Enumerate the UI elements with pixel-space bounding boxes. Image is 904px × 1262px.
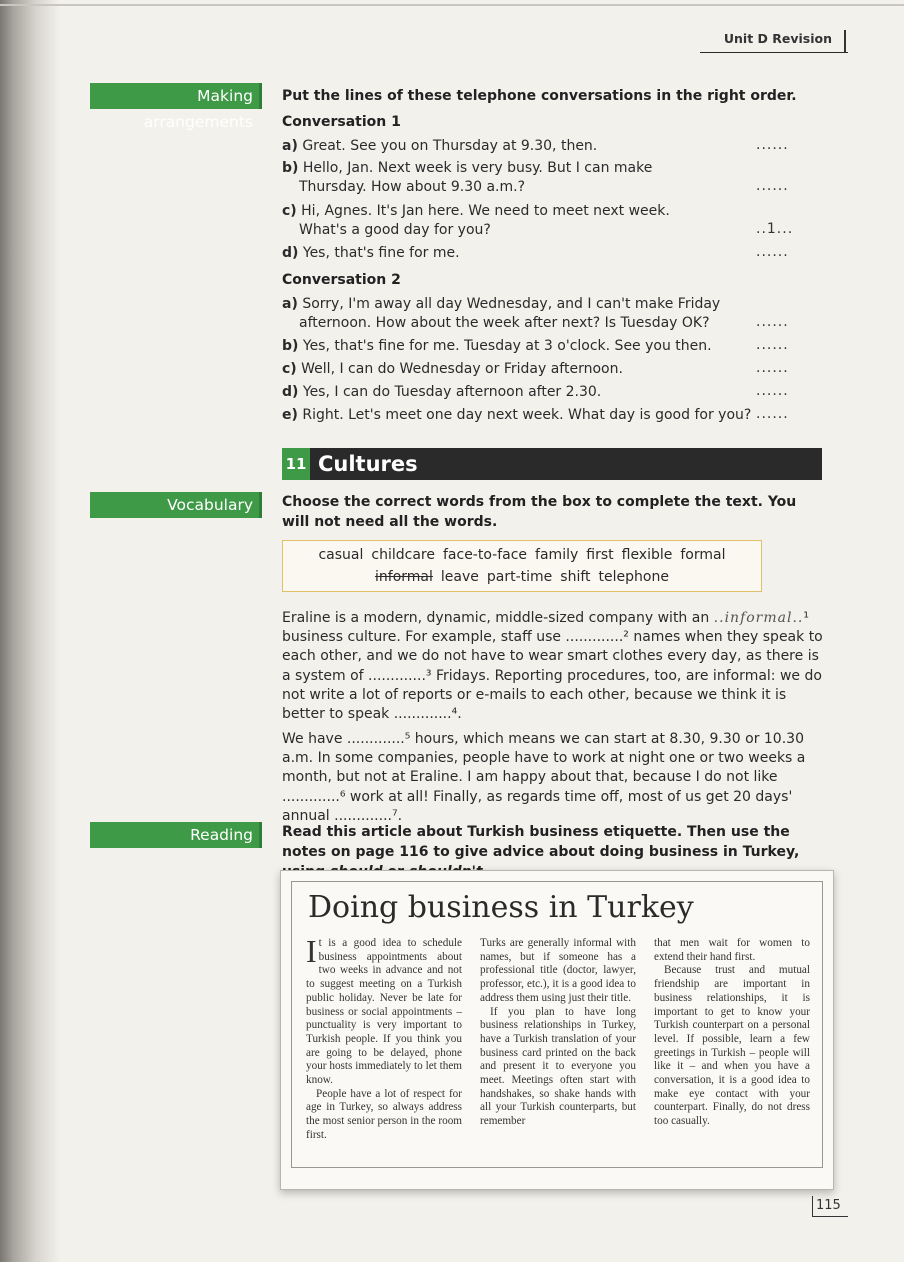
book-binding-shadow: [0, 0, 60, 1262]
word-option: leave: [440, 569, 479, 585]
word-box: [282, 540, 762, 592]
conv2-answer-e[interactable]: ......: [756, 406, 789, 422]
word-option: first: [586, 547, 614, 563]
unit-number: 11: [282, 448, 310, 480]
article-column-2: Turks are generally informal with names, but if someone has a professional title (doctor, lawyer, professor, etc.), it is a good idea to address them using just their title. If you plan to have long business relationships in Turkey, have a Turkish translation of your business card printed on the back and present it to everyone you meet. Meetings often start with handshakes, so shake hands with all your Turkish counterparts, but remember: [480, 937, 636, 1128]
conv1-line-a: a) Great. See you on Thursday at 9.30, then.: [282, 138, 598, 154]
article-column-3: that men wait for women to extend their hand first. Because trust and mutual friendship are important in business relationships, it is important to get to know your Turkish counterpart on a personal level. If possible, learn a few greetings in Turkish – people will like it – and when you have a conversation, it is a good idea to make eye contact with your counterpart. Finally, do not dress too casually.: [654, 937, 810, 1128]
word-option: telephone: [598, 569, 669, 585]
word-option: flexible: [621, 547, 673, 563]
word-box-row1: [283, 544, 761, 566]
word-box-row2: [283, 566, 761, 588]
page-number: 115: [816, 1198, 841, 1213]
word-option: formal: [680, 547, 726, 563]
conv2-answer-d[interactable]: ......: [756, 383, 789, 399]
conv2-line-b: b) Yes, that's fine for me. Tuesday at 3 o'clock. See you then.: [282, 338, 712, 354]
conv2-line-c: c) Well, I can do Wednesday or Friday afternoon.: [282, 361, 623, 377]
word-option: part-time: [486, 569, 553, 585]
running-head: Unit D Revision: [723, 31, 832, 46]
conv2-line-e: e) Right. Let's meet one day next week. What day is good for you?: [282, 407, 752, 423]
header-rule: [700, 52, 848, 53]
conv1-answer-b[interactable]: ......: [756, 178, 789, 194]
conv1-line-b: b) Hello, Jan. Next week is very busy. But I can make Thursday. How about 9.30 a.m.?: [282, 160, 653, 195]
vocabulary-paragraph-1: Eraline is a modern, dynamic, middle-sized company with an ..informal..¹ business culture. For example, staff use .............² names when they speak to each other, and we do not have to wear smart clothes every day, as there is a system of .............³ Fridays. Reporting procedures, too, are informal: we do not write a lot of reports or e-mails to each other, because we think it is better to speak .............⁴.: [282, 610, 823, 723]
drop-cap: I: [306, 933, 317, 969]
conv2-answer-c[interactable]: ......: [756, 360, 789, 376]
article-clipping: [280, 870, 834, 1190]
conv2-answer-a[interactable]: ......: [756, 314, 789, 330]
vocabulary-paragraph-2: We have .............⁵ hours, which means we can start at 8.30, 9.30 or 10.30 a.m. In some companies, people have to work at night one or two weeks a month, but not at Eraline. I am happy about that, because I do not like .............⁶ work at all! Finally, as regards time off, most of us get 20 days' annual .............⁷.: [282, 731, 806, 824]
word-option: face-to-face: [442, 547, 528, 563]
conv2-answer-b[interactable]: ......: [756, 337, 789, 353]
article-title: Doing business in Turkey: [308, 890, 694, 925]
reading-instruction: Read this article about Turkish business etiquette. Then use the notes on page 116 to give advice about doing business in Turkey,: [282, 824, 800, 860]
word-option-struck: informal: [375, 569, 433, 585]
page-number-bar: [812, 1196, 813, 1216]
conv1-answer-d[interactable]: ......: [756, 244, 789, 260]
article-column-1: It is a good idea to schedule business appointments about two weeks in advance and not to suggest meeting on a Turkish public holiday. Never be late for business or social appointments – punctuality is very important to Turkish people. If you think you are going to be delayed, phone your hosts immediately to let them know. People have a lot of respect for age in Turkey, so always address the most senior person in the room first.: [306, 933, 462, 1141]
section-label-vocabulary: Vocabulary: [90, 492, 262, 518]
article-frame: [291, 881, 823, 1168]
word-option: shift: [560, 569, 591, 585]
unit-title: Cultures: [318, 452, 418, 476]
conv1-line-d: d) Yes, that's fine for me.: [282, 245, 460, 261]
conv1-answer-c[interactable]: ..1...: [756, 221, 794, 237]
page-edge: [0, 4, 904, 6]
conversation2-title: Conversation 2: [282, 272, 401, 288]
conv2-line-d: d) Yes, I can do Tuesday afternoon after 2.30.: [282, 384, 602, 400]
conv1-line-c: c) Hi, Agnes. It's Jan here. We need to meet next week. What's a good day for you?: [282, 203, 670, 238]
vocabulary-instruction: Choose the correct words from the box to complete the text. You will not need all the words.: [282, 494, 797, 530]
handwritten-answer: ..informal..: [713, 610, 804, 626]
conv1-answer-a[interactable]: ......: [756, 137, 789, 153]
section-label-reading: Reading: [90, 822, 262, 848]
word-option: childcare: [371, 547, 435, 563]
conv2-line-a: a) Sorry, I'm away all day Wednesday, and I can't make Friday afternoon. How about the week after next? Is Tuesday OK?: [282, 296, 721, 331]
page-number-rule: [812, 1216, 848, 1217]
conversation1-title: Conversation 1: [282, 114, 401, 130]
word-option: casual: [318, 547, 364, 563]
running-head-bar: [844, 30, 846, 52]
unit-banner: [282, 448, 822, 480]
word-option: family: [535, 547, 579, 563]
arrangements-instruction: Put the lines of these telephone conversations in the right order.: [282, 88, 797, 104]
section-label-making-arrangements: Making arrangements: [90, 83, 262, 109]
